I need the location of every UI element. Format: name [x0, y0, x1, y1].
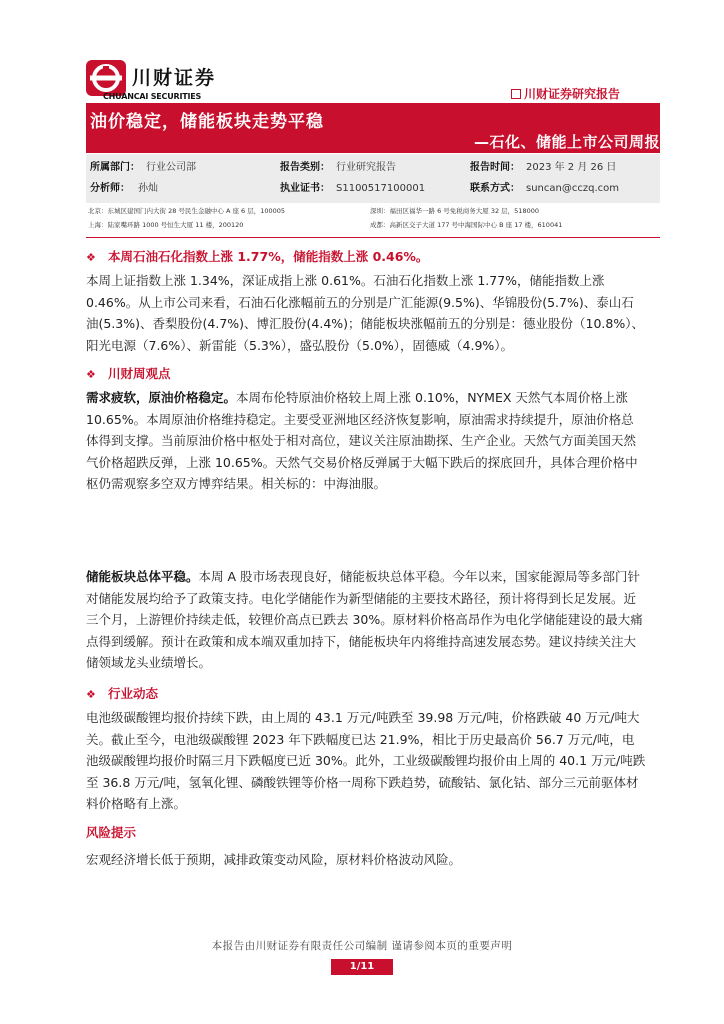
cert-label: 执业证书：: [280, 183, 330, 194]
report-tag-label: 川财证券研究报告: [524, 87, 621, 101]
paragraph-storage-lead: 储能板块总体平稳。: [86, 569, 199, 584]
address-beijing: 北京：东城区建国门内大街 28 号民生金融中心 A 座 6 层，100005: [88, 207, 286, 215]
page-number: 1/11: [331, 959, 393, 975]
section-heading-industry: [86, 684, 158, 702]
address-chengdu: 成都：高新区交子大道 177 号中海国际中心 B 座 17 楼，610041: [370, 221, 563, 229]
report-info-block: [86, 154, 660, 203]
contact-value: suncan@cczq.com: [526, 183, 619, 194]
section-body-risk: 宏观经济增长低于预期，减排政策变动风险，原材料价格波动风险。: [86, 852, 462, 867]
section-heading-market-text: 本周石油石化指数上涨 1.77%，储能指数上涨 0.46%。: [108, 249, 429, 264]
section-body-industry: 电池级碳酸锂均报价持续下跌，由上周的 43.1 万元/吨跌至 39.98 万元/吨，价格跌破 40 万元/吨大关。截止至今，电池级碳酸锂 2023 年下跌幅度已达 21.9%，相比于历史最高价 56.7 万元/吨，电池级碳酸锂均报价时隔三月下跌幅度已近 30%。此外，工业级碳酸锂均报价由上周的 40.1 万元/吨跌至 36.8 万元/吨，氢氧化锂、磷酸铁锂等价格一周称下跌趋势，硫酸钴、氯化钴、部分三元前驱体材料价格略有上涨。: [86, 710, 646, 811]
brand-logo-icon: [86, 60, 126, 96]
address-shanghai: 上海：陆家嘴环路 1000 号恒生大厦 11 楼，200120: [88, 221, 244, 229]
section-heading-risk: 风险提示: [86, 825, 137, 840]
paragraph-storage: [86, 566, 646, 674]
paragraph-oil-text: 本周布伦特原油价格较上周上涨 0.10%，NYMEX 天然气本周价格上涨 10.65%。本周原油价格维持稳定。主要受亚洲地区经济恢复影响，原油需求持续提升，原油价格总体得到支撑。当前原油价格中枢处于相对高位，建议关注原油勘探、生产企业。天然气方面美国天然气价格超跌反弹，上涨 10.65%。天然气交易价格反弹属于大幅下跌后的探底回升，具体合理价格中枢仍需观察多空双方博弈结果。相关标的：中海油服。: [86, 390, 638, 491]
address-shenzhen: 深圳：福田区福华一路 6 号免税商务大厦 32 层，518000: [370, 207, 539, 215]
diamond-bullet-icon: ❖: [86, 251, 96, 264]
info-row-1: [86, 157, 660, 179]
brand-name-en: CHUANCAI SECURITIES: [103, 92, 202, 101]
section-heading-market: [86, 247, 428, 265]
cert-value: S1100517100001: [336, 183, 426, 194]
paragraph-storage-text: 本周 A 股市场表现良好，储能板块总体平稳。今年以来，国家能源局等多部门针对储能发展均给予了政策支持。电化学储能作为新型储能的主要技术路径，预计将得到长足发展。近三个月，上游锂价持续走低，较锂价高点已跌去 30%。原材料价格高昂作为电化学储能建设的最大痛点得到缓解。预计在政策和成本端双重加持下，储能板块年内将维持高速发展态势。建议持续关注大储领域龙头业绩增长。: [86, 569, 643, 670]
section-heading-industry-text: 行业动态: [108, 686, 159, 701]
time-value: 2023 年 2 月 26 日: [526, 162, 617, 173]
report-subtitle: —石化、储能上市公司周报: [473, 133, 660, 151]
type-label: 报告类别：: [280, 162, 330, 173]
report-tag: [511, 85, 620, 102]
report-tag-icon: [511, 89, 521, 99]
info-row-2: [86, 178, 660, 200]
time-label: 报告时间：: [470, 162, 520, 173]
analyst-label: 分析师：: [90, 183, 130, 194]
section-heading-view: [86, 364, 171, 382]
office-addresses: [86, 205, 660, 236]
section-heading-view-text: 川财周观点: [108, 366, 171, 381]
contact-label: 联系方式：: [470, 183, 520, 194]
dept-value: 行业公司部: [146, 162, 196, 173]
analyst-value: 孙灿: [138, 183, 158, 194]
paragraph-oil: [86, 387, 646, 495]
type-value: 行业研究报告: [336, 162, 396, 173]
diamond-bullet-icon: ❖: [86, 688, 96, 701]
diamond-bullet-icon: ❖: [86, 368, 96, 381]
dept-label: 所属部门：: [90, 162, 140, 173]
footer-disclaimer: 本报告由川财证券有限责任公司编制 谨请参阅本页的重要声明: [211, 940, 513, 952]
brand-name-cn: 川财证券: [132, 67, 217, 89]
section-body-market: 本周上证指数上涨 1.34%，深证成指上涨 0.61%。石油石化指数上涨 1.77%，储能指数上涨 0.46%。从上市公司来看，石油石化涨幅前五的分别是广汇能源(9.5%)、华锦股份(5.7%)、泰山石油(5.3%)、香梨股份(4.7%)、博汇股份(4.4%)；储能板块涨幅前五的分别是：德业股份（10.8%）、阳光电源（7.6%）、新雷能（5.3%），盛弘股份（5.0%），固德威（4.9%）。: [86, 273, 644, 353]
report-title: 油价稳定，储能板块走势平稳: [90, 112, 324, 132]
info-divider: [86, 237, 660, 238]
paragraph-oil-lead: 需求疲软，原油价格稳定。: [86, 390, 237, 405]
